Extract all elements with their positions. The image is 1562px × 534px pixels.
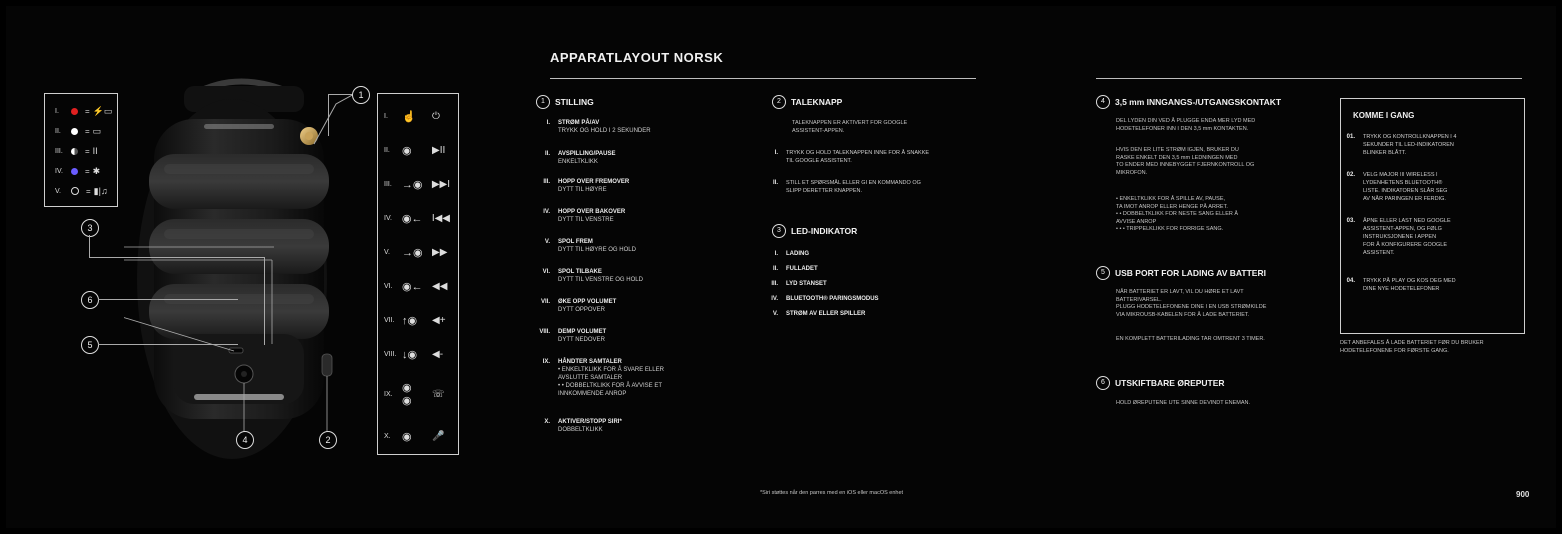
skip-back-icon: I◀◀ — [431, 212, 450, 224]
manual-page — [6, 6, 1556, 528]
para-line: • • • TRIPPELKLIKK FOR FORRIGE SANG. — [1116, 226, 1224, 232]
knob-left-icon: ◉← — [401, 212, 423, 225]
section-usb-heading — [1096, 266, 1266, 280]
item-line: STILL ET SPØRSMÅL ELLER GI EN KOMMANDO OG — [786, 180, 921, 186]
step-line: VELG MAJOR III WIRELESS I — [1363, 172, 1438, 178]
section-title: USB PORT FOR LADING AV BATTERI — [1115, 268, 1266, 278]
item-sub: DYTT NEDOVER — [558, 337, 605, 343]
roman-num: IV. — [543, 209, 550, 215]
earpad-para: HOLD ØREPUTENE UTE SINNE DEVINDT ENEMAN. — [1116, 400, 1251, 406]
roman-num: I. — [774, 251, 778, 257]
gesture-num: VI. — [384, 282, 393, 290]
jack-para-a — [1116, 118, 1255, 133]
power-icon: ⏻ — [432, 110, 440, 122]
roman-num: VIII. — [539, 329, 550, 335]
roman-num: IV. — [771, 296, 778, 302]
getting-started-note — [1340, 340, 1484, 355]
para-line: HODETELEFONENE FOR FØRSTE GANG. — [1340, 347, 1449, 354]
step-num: 01. — [1346, 134, 1355, 140]
gesture-row — [384, 372, 450, 416]
gesture-row — [384, 420, 450, 452]
callout-line — [264, 257, 265, 345]
para-line: • ENKELTKLIKK FOR Å SPILLE AV, PAUSE, — [1116, 196, 1226, 202]
callout-1: 1 — [352, 86, 370, 104]
led-num: III. — [55, 147, 63, 155]
item-sub: • • DOBBELTKLIKK FOR Å AVVISE ET — [558, 383, 663, 389]
knob-up-icon: ↑◉ — [402, 314, 418, 327]
roman-num: IX. — [542, 359, 550, 365]
led-white-icon — [71, 128, 78, 135]
battery-full-icon: ▭ — [92, 125, 102, 136]
roman-num: I. — [546, 120, 550, 126]
volume-up-icon: ◀+ — [432, 314, 446, 326]
hand-press-icon: ☝ — [402, 110, 416, 123]
roman-num: III. — [771, 281, 778, 287]
usb-para-a — [1116, 289, 1266, 319]
gesture-num: II. — [384, 146, 390, 154]
led-eq: = — [85, 126, 90, 136]
title-rule-right — [1096, 78, 1522, 79]
gesture-row — [384, 168, 450, 200]
item-title: AKTIVER/STOPP SIRI* — [558, 419, 622, 425]
volume-down-icon: ◀- — [432, 348, 444, 360]
led-num: II. — [55, 127, 61, 135]
item-sub: DYTT TIL VENSTRE OG HOLD — [558, 277, 643, 283]
item-sub: AVSLUTTE SAMTALER — [558, 375, 623, 381]
led-eq: = — [85, 106, 90, 116]
callout-4: 4 — [236, 431, 254, 449]
led-eq: = — [85, 146, 90, 156]
led-eq: = — [86, 186, 91, 196]
page-number: 900 — [1516, 490, 1530, 499]
led-off-icon — [71, 187, 79, 195]
fast-forward-icon: ▶▶ — [432, 246, 448, 258]
section-number: 2 — [772, 95, 786, 109]
led-label: BLUETOOTH® PARINGSMODUS — [786, 296, 879, 302]
para-line: ASSISTENT-APPEN. — [792, 127, 845, 134]
para-line: BATTERIVARSEL. — [1116, 296, 1162, 303]
jack-para-b — [1116, 147, 1254, 177]
play-pause-icon: ▶II — [432, 144, 446, 156]
item-title: DEMP VOLUMET — [558, 329, 607, 335]
callout-line — [89, 257, 264, 258]
para-line: TALEKNAPPEN ER AKTIVERT FOR GOOGLE — [792, 120, 908, 126]
step-line: LISTE. INDIKATOREN SLÅR SEG — [1363, 188, 1448, 194]
section-taleknapp-heading — [772, 95, 842, 109]
gesture-num: IV. — [384, 214, 392, 222]
para-line: • • DOBBELTKLIKK FOR NESTE SANG ELLER Å — [1116, 211, 1239, 217]
battery-charging-icon: ⚡▭ — [92, 105, 113, 116]
gesture-row — [384, 236, 450, 268]
jack-para-c — [1116, 196, 1238, 234]
taleknapp-intro — [792, 120, 907, 135]
step-line: DINE NYE HODETELEFONER — [1363, 286, 1440, 292]
item-title: ØKE OPP VOLUMET — [558, 299, 617, 305]
phone-call-icon: ☏ — [432, 388, 445, 400]
item-sub: DOBBELTKLIKK — [558, 427, 603, 433]
callout-5: 5 — [81, 336, 99, 354]
para-line: NÅR BATTERIET ER LAVT, VIL DU HØRE ET LAVT — [1116, 289, 1244, 295]
para-line: RASKE ENKELT DEN 3,5 mm LEDNINGEN MED — [1116, 154, 1238, 161]
roman-num: III. — [543, 179, 550, 185]
gesture-num: VIII. — [384, 350, 397, 358]
para-line: MIKROFON. — [1116, 169, 1148, 176]
title-rule-left — [550, 78, 976, 79]
roman-num: I. — [774, 150, 778, 156]
para-line: VIA MIKROUSB-KABELEN FOR Å LADE BATTERIET. — [1116, 311, 1250, 318]
led-status-box — [44, 93, 118, 207]
step-num: 04. — [1346, 278, 1355, 284]
gesture-num: III. — [384, 180, 392, 188]
led-eq: = — [85, 166, 90, 176]
section-title: UTSKIFTBARE ØREPUTER — [1115, 378, 1225, 388]
item-title: HOPP OVER BAKOVER — [558, 209, 626, 215]
section-number: 4 — [1096, 95, 1110, 109]
getting-started-box — [1340, 98, 1525, 334]
led-red-icon — [71, 108, 78, 115]
gesture-row — [384, 304, 450, 336]
para-line: TA IMOT ANROP ELLER HENGE PÅ ARRET. — [1116, 203, 1228, 210]
knob-down-icon: ↓◉ — [402, 348, 418, 361]
led-num: IV. — [55, 167, 63, 175]
siri-mic-icon: 🎤 — [432, 430, 445, 442]
led-row — [55, 102, 112, 120]
step-line: BLINKER BLÅTT. — [1363, 150, 1407, 156]
section-number: 1 — [536, 95, 550, 109]
section-title: STILLING — [555, 97, 594, 107]
headphone-illustration — [124, 74, 354, 474]
step-line: SEKUNDER TIL LED-INDIKATOREN — [1363, 142, 1454, 148]
getting-started-heading: KOMME I GANG — [1353, 111, 1415, 120]
gesture-num: IX. — [384, 390, 393, 398]
power-music-icon: ▮|♫ — [93, 185, 108, 196]
item-sub: TRYKK OG HOLD I 2 SEKUNDER — [558, 128, 651, 134]
knob-click-call-icon: ◉ ◉ — [402, 382, 412, 407]
gesture-row — [384, 338, 450, 370]
gesture-num: X. — [384, 432, 391, 440]
led-row — [55, 122, 101, 140]
section-number: 3 — [772, 224, 786, 238]
para-line: AVVISE ANROP — [1116, 218, 1157, 225]
step-num: 02. — [1346, 172, 1355, 178]
gesture-num: V. — [384, 248, 390, 256]
gesture-row — [384, 134, 450, 166]
item-sub: DYTT OPPOVER — [558, 307, 605, 313]
step-line: TRYKK OG KONTROLLKNAPPEN I 4 — [1363, 134, 1457, 140]
para-line: HVIS DEN ER LITE STRØM IGJEN, BRUKER DU — [1116, 147, 1239, 153]
callout-2: 2 — [319, 431, 337, 449]
step-line: AV NÅR PARINGEN ER FERDIG. — [1363, 196, 1446, 202]
callout-line — [98, 299, 238, 300]
para-line: PLUGG HODETELEFONENE DINE I EN USB STRØMKILDE — [1116, 304, 1267, 310]
item-title: STRØM PÅ/AV — [558, 120, 600, 126]
item-sub: INNKOMMENDE ANROP — [558, 391, 627, 397]
section-title: TALEKNAPP — [791, 97, 843, 107]
knob-right-hold-icon: →◉ — [402, 246, 423, 259]
step-num: 03. — [1346, 218, 1355, 224]
callout-3: 3 — [81, 219, 99, 237]
led-label: LYD STANSET — [786, 281, 827, 287]
led-label: LADING — [786, 251, 809, 257]
section-stilling-heading — [536, 95, 594, 109]
item-line: SLIPP DERETTER KNAPPEN. — [786, 188, 863, 194]
item-sub: ENKELTKLIKK — [558, 159, 598, 165]
skip-forward-icon: ▶▶I — [431, 178, 450, 190]
item-title: AVSPILLING/PAUSE — [558, 151, 616, 157]
section-number: 6 — [1096, 376, 1110, 390]
led-num: I. — [55, 107, 59, 115]
led-row — [55, 142, 98, 160]
knob-right-icon: →◉ — [401, 178, 423, 191]
roman-num: X. — [544, 419, 550, 425]
roman-num: II. — [544, 151, 550, 157]
item-sub: DYTT TIL HØYRE OG HOLD — [558, 247, 636, 253]
section-jack-heading — [1096, 95, 1281, 109]
led-blue-icon — [71, 168, 78, 175]
item-sub: DYTT TIL HØYRE — [558, 187, 607, 193]
section-earpad-heading — [1096, 376, 1225, 390]
knob-click-icon: ◉ — [402, 144, 412, 157]
item-sub: DYTT TIL VENSTRE — [558, 217, 614, 223]
callout-6: 6 — [81, 291, 99, 309]
item-line: TIL GOOGLE ASSISTENT. — [786, 158, 852, 164]
headphone-drawing — [124, 74, 354, 474]
led-white-half-icon — [71, 148, 78, 155]
gesture-num: I. — [384, 112, 388, 120]
callout-line — [98, 344, 238, 345]
pause-icon: II — [92, 146, 98, 156]
step-line: INSTRUKSJONENE I APPEN — [1363, 234, 1437, 240]
item-title: SPOL FREM — [558, 239, 593, 245]
item-title: HOPP OVER FREMOVER — [558, 179, 630, 185]
footnote: *Siri støttes når den parres med en iOS eller macOS enhet — [760, 490, 904, 496]
step-line: FOR Å KONFIGURERE GOOGLE — [1363, 242, 1448, 248]
item-title: SPOL TILBAKE — [558, 269, 602, 275]
page-title: APPARATLAYOUT NORSK — [550, 50, 724, 65]
gesture-num: VII. — [384, 316, 395, 324]
step-line: ÅPNE ELLER LAST NED GOOGLE — [1363, 218, 1451, 224]
knob-left-hold-icon: ◉← — [402, 280, 423, 293]
para-line: HODETELEFONER INN I DEN 3,5 mm KONTAKTEN. — [1116, 125, 1249, 132]
step-line: LYDENHETENS BLUETOOTH® — [1363, 180, 1443, 186]
led-row — [55, 162, 100, 180]
section-title: LED-INDIKATOR — [791, 226, 858, 236]
gesture-row — [384, 100, 450, 132]
roman-num: VII. — [540, 299, 550, 305]
roman-num: V. — [544, 239, 550, 245]
roman-num: II. — [772, 180, 778, 186]
para-line: DET ANBEFALES Å LADE BATTERIET FØR DU BRUKER — [1340, 340, 1484, 346]
led-row — [55, 182, 108, 200]
roman-num: II. — [772, 266, 778, 272]
led-label: STRØM AV ELLER SPILLER — [786, 311, 866, 317]
bluetooth-icon: ✱ — [92, 165, 101, 176]
section-title: 3,5 mm INNGANGS-/UTGANGSKONTAKT — [1115, 97, 1282, 107]
roman-num: VI. — [542, 269, 550, 275]
section-number: 5 — [1096, 266, 1110, 280]
item-sub: • ENKELTKLIKK FOR Å SVARE ELLER — [558, 367, 664, 373]
control-gesture-box — [377, 93, 459, 455]
callout-line — [328, 94, 352, 95]
callout-line — [89, 235, 90, 257]
gesture-row — [384, 270, 450, 302]
roman-num: V. — [772, 311, 778, 317]
step-line: ASSISTENT. — [1363, 250, 1395, 256]
led-num: V. — [55, 187, 61, 195]
para-line: DEL LYDEN DIN VED Å PLUGGE ENDA MER LYD MED — [1116, 118, 1256, 124]
led-label: FULLADET — [786, 266, 818, 272]
step-line: TRYKK PÅ PLAY OG KOS DEG MED — [1363, 278, 1456, 284]
section-led-heading — [772, 224, 857, 238]
step-line: ASSISTENT-APPEN, OG FØLG — [1363, 226, 1442, 232]
callout-line — [328, 94, 329, 136]
gesture-row — [384, 202, 450, 234]
usb-para-b: EN KOMPLETT BATTERILADING TAR OMTRENT 3 TIMER. — [1116, 336, 1265, 342]
item-title: HÅNDTER SAMTALER — [558, 359, 622, 365]
knob-double-click-icon: ◉ — [402, 430, 412, 443]
para-line: TO ENDER MED INNEBYGGET FJERNKONTROLL OG — [1116, 162, 1255, 168]
item-line: TRYKK OG HOLD TALEKNAPPEN INNE FOR Å SNAKKE — [786, 150, 930, 156]
rewind-icon: ◀◀ — [432, 280, 448, 292]
